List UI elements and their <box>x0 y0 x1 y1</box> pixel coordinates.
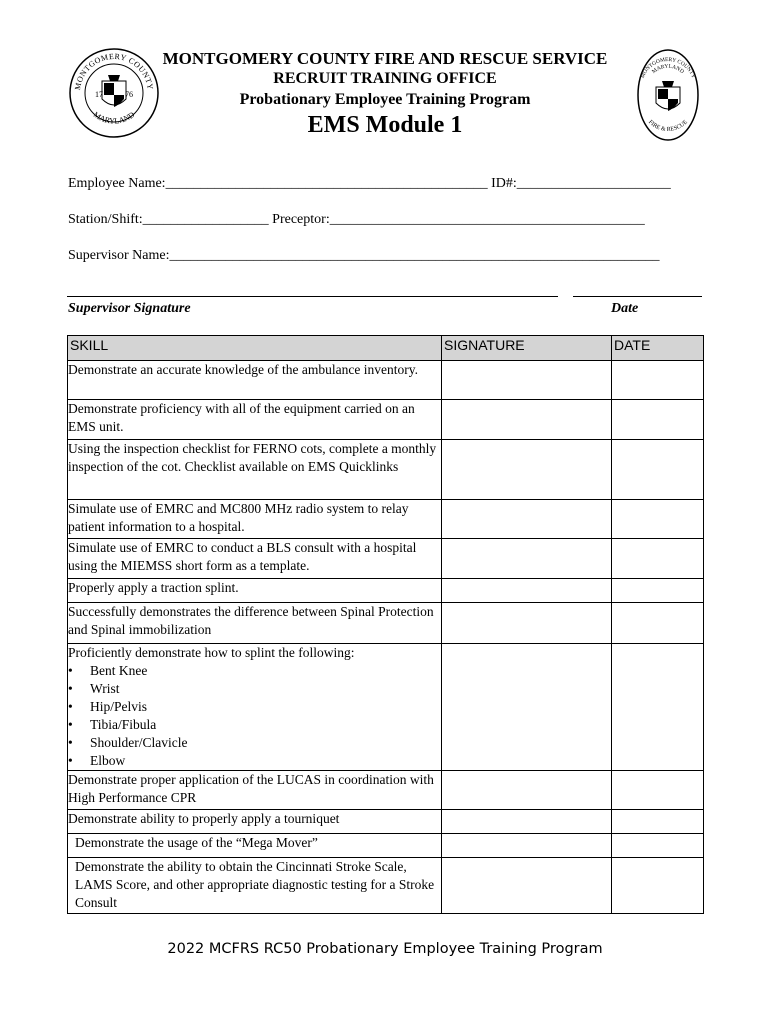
table-row <box>68 400 704 440</box>
program-name: Probationary Employee Training Program <box>239 91 531 108</box>
date-cell[interactable] <box>612 771 704 810</box>
skill-cell: Demonstrate proficiency with all of the equipment carried on an EMS unit. <box>68 400 442 440</box>
office-name: RECRUIT TRAINING OFFICE <box>273 70 497 87</box>
skill-column-header: SKILL <box>68 336 442 361</box>
table-row <box>68 858 704 914</box>
list-item: • Hip/Pelvis <box>82 698 441 716</box>
skill-cell: Successfully demonstrates the difference between Spinal Protection and Spinal immobilization <box>68 603 442 644</box>
skill-cell: Demonstrate ability to properly apply a tourniquet <box>68 810 442 834</box>
agency-name: MONTGOMERY COUNTY FIRE AND RESCUE SERVICE <box>162 49 608 68</box>
seal-right-top2-text: MARYLAND <box>651 63 685 76</box>
page-footer: 2022 MCFRS RC50 Probationary Employee Training Program <box>167 941 603 957</box>
skill-cell: Simulate use of EMRC to conduct a BLS consult with a hospital using the MIEMSS short form as a template. <box>68 539 442 579</box>
signature-cell[interactable] <box>442 579 612 603</box>
signature-cell[interactable] <box>442 834 612 858</box>
signature-cell[interactable] <box>442 400 612 440</box>
date-column-header: DATE <box>612 336 704 361</box>
station-shift-preceptor-line[interactable]: Station/Shift:__________________ Preceptor:_____________________________________________ <box>68 212 645 227</box>
signature-cell[interactable] <box>442 603 612 644</box>
fire-rescue-seal-logo <box>636 47 700 143</box>
date-cell[interactable] <box>612 539 704 579</box>
splint-list <box>68 662 441 770</box>
date-cell[interactable] <box>612 400 704 440</box>
seal-left-top-text: MONTGOMERY COUNTY <box>73 51 155 91</box>
date-cell[interactable] <box>612 644 704 771</box>
signature-cell[interactable] <box>442 440 612 500</box>
supervisor-signature-label: Supervisor Signature <box>68 301 191 316</box>
signature-column-header: SIGNATURE <box>442 336 612 361</box>
table-row <box>68 834 704 858</box>
table-row <box>68 440 704 500</box>
list-item: • Elbow <box>82 752 441 770</box>
date-signature-rule[interactable] <box>573 296 702 297</box>
date-cell[interactable] <box>612 810 704 834</box>
date-cell[interactable] <box>612 440 704 500</box>
table-row <box>68 810 704 834</box>
page-title: EMS Module 1 <box>307 112 463 138</box>
table-row <box>68 771 704 810</box>
employee-name-id-line[interactable]: Employee Name:______________________________________________ ID#:______________________ <box>68 176 671 191</box>
list-item: • Bent Knee <box>82 662 441 680</box>
skill-cell <box>68 644 442 771</box>
table-row <box>68 361 704 400</box>
signature-cell[interactable] <box>442 644 612 771</box>
date-cell[interactable] <box>612 500 704 539</box>
table-row <box>68 579 704 603</box>
date-cell[interactable] <box>612 834 704 858</box>
skill-cell: Demonstrate the ability to obtain the Cincinnati Stroke Scale, LAMS Score, and other appropriate diagnostic testing for a Stroke Consult <box>68 858 442 914</box>
list-item: • Wrist <box>82 680 441 698</box>
seal-right-top-text: MONTGOMERY COUNTY <box>639 56 697 80</box>
supervisor-name-line[interactable]: Supervisor Name:______________________________________________________________________ <box>68 248 660 263</box>
signature-cell[interactable] <box>442 361 612 400</box>
signature-cell[interactable] <box>442 500 612 539</box>
list-item: • Shoulder/Clavicle <box>82 734 441 752</box>
seal-left-bottom-text: MARYLAND <box>91 110 137 126</box>
seal-year-left: 17 <box>95 90 103 99</box>
skill-cell: Properly apply a traction splint. <box>68 579 442 603</box>
supervisor-signature-rule[interactable] <box>67 296 558 297</box>
skill-cell: Using the inspection checklist for FERNO cots, complete a monthly inspection of the cot. Checklist available on EMS Quicklinks <box>68 440 442 500</box>
skill-cell: Simulate use of EMRC and MC800 MHz radio system to relay patient information to a hospital. <box>68 500 442 539</box>
seal-right-bottom-text: FIRE & RESCUE <box>647 119 689 133</box>
date-cell[interactable] <box>612 361 704 400</box>
splint-intro-text: Proficiently demonstrate how to splint the following: <box>68 645 355 660</box>
signature-cell[interactable] <box>442 858 612 914</box>
date-cell[interactable] <box>612 858 704 914</box>
table-row <box>68 603 704 644</box>
skills-table <box>67 335 704 914</box>
table-header-row <box>68 336 704 361</box>
signature-cell[interactable] <box>442 539 612 579</box>
table-row <box>68 500 704 539</box>
seal-year-right: 76 <box>125 90 133 99</box>
table-row <box>68 539 704 579</box>
svg-text:FIRE & RESCUE <box>647 119 689 133</box>
date-cell[interactable] <box>612 579 704 603</box>
date-label: Date <box>611 301 639 316</box>
table-row <box>68 644 704 771</box>
skill-cell: Demonstrate an accurate knowledge of the ambulance inventory. <box>68 361 442 400</box>
skill-cell: Demonstrate proper application of the LUCAS in coordination with High Performance CPR <box>68 771 442 810</box>
skill-cell: Demonstrate the usage of the “Mega Mover” <box>68 834 442 858</box>
list-item: • Tibia/Fibula <box>82 716 441 734</box>
signature-cell[interactable] <box>442 771 612 810</box>
date-cell[interactable] <box>612 603 704 644</box>
signature-cell[interactable] <box>442 810 612 834</box>
